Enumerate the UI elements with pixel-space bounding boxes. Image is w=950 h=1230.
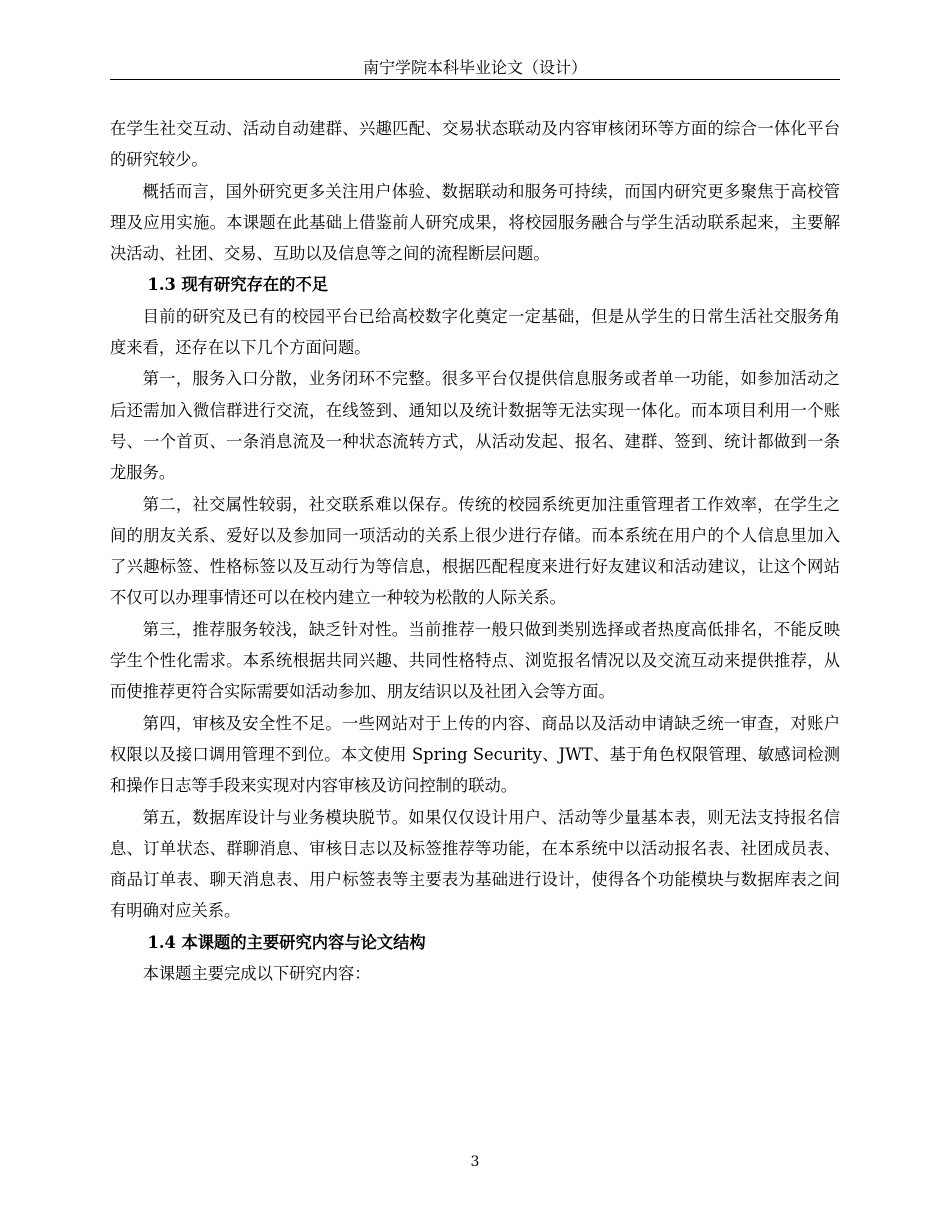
paragraph-point-2: 第二，社交属性较弱，社交联系难以保存。传统的校园系统更加注重管理者工作效率，在学生之间的朋友关系、爱好以及参加同一项活动的关系上很少进行存储。而本系统在用户的个人信息里加入了兴趣标签、性格标签以及互动行为等信息，根据匹配程度来进行好友建议和活动建议，让这个网站不仅可以办理事情还可以在校内建立一种较为松散的人际关系。 — [110, 494, 840, 608]
running-header: 南宁学院本科毕业论文（设计） — [362, 58, 587, 77]
paragraph-point-3: 第三，推荐服务较浅，缺乏针对性。当前推荐一般只做到类别选择或者热度高低排名，不能反映学生个性化需求。本系统根据共同兴趣、共同性格特点、浏览报名情况以及交流互动来提供推荐，从而使推荐更符合实际需要如活动参加、朋友结识以及社团入会等方面。 — [110, 619, 840, 702]
section-heading-1-3: 1.3 现有研究存在的不足 — [147, 275, 329, 295]
paragraph-summary: 概括而言，国外研究更多关注用户体验、数据联动和服务可持续，而国内研究更多聚焦于高校管理及应用实施。本课题在此基础上借鉴前人研究成果，将校园服务融合与学生活动联系起来，主要解决活动、社团、交易、互助以及信息等之间的流程断层问题。 — [110, 181, 840, 264]
paragraph-1-4-intro: 本课题主要完成以下研究内容： — [142, 964, 371, 984]
header-rule — [110, 79, 840, 80]
paragraph-point-5: 第五，数据库设计与业务模块脱节。如果仅仅设计用户、活动等少量基本表，则无法支持报名信息、订单状态、群聊消息、审核日志以及标签推荐等功能，在本系统中以活动报名表、社团成员表、商品订单表、聊天消息表、用户标签表等主要表为基础进行设计，使得各个功能模块与数据库表之间有明确对应关系。 — [110, 807, 840, 921]
paragraph-continued: 在学生社交互动、活动自动建群、兴趣匹配、交易状态联动及内容审核闭环等方面的综合一体化平台的研究较少。 — [110, 119, 840, 170]
page-body — [110, 113, 840, 989]
section-heading-1-4: 1.4 本课题的主要研究内容与论文结构 — [147, 932, 426, 952]
paragraph-point-4: 第四，审核及安全性不足。一些网站对于上传的内容、商品以及活动申请缺乏统一审查，对账户权限以及接口调用管理不到位。本文使用 Spring Security、JWT、基于角色权限管理、敏感词检测和操作日志等手段来实现对内容审核及访问控制的联动。 — [110, 713, 840, 796]
paragraph-point-1: 第一，服务入口分散，业务闭环不完整。很多平台仅提供信息服务或者单一功能，如参加活动之后还需加入微信群进行交流，在线签到、通知以及统计数据等无法实现一体化。而本项目利用一个账号、一个首页、一条消息流及一种状态流转方式，从活动发起、报名、建群、签到、统计都做到一条龙服务。 — [110, 369, 840, 483]
page-number: 3 — [470, 1154, 480, 1170]
paragraph-1-3-intro: 目前的研究及已有的校园平台已给高校数字化奠定一定基础，但是从学生的日常生活社交服务角度来看，还存在以下几个方面问题。 — [110, 306, 840, 358]
